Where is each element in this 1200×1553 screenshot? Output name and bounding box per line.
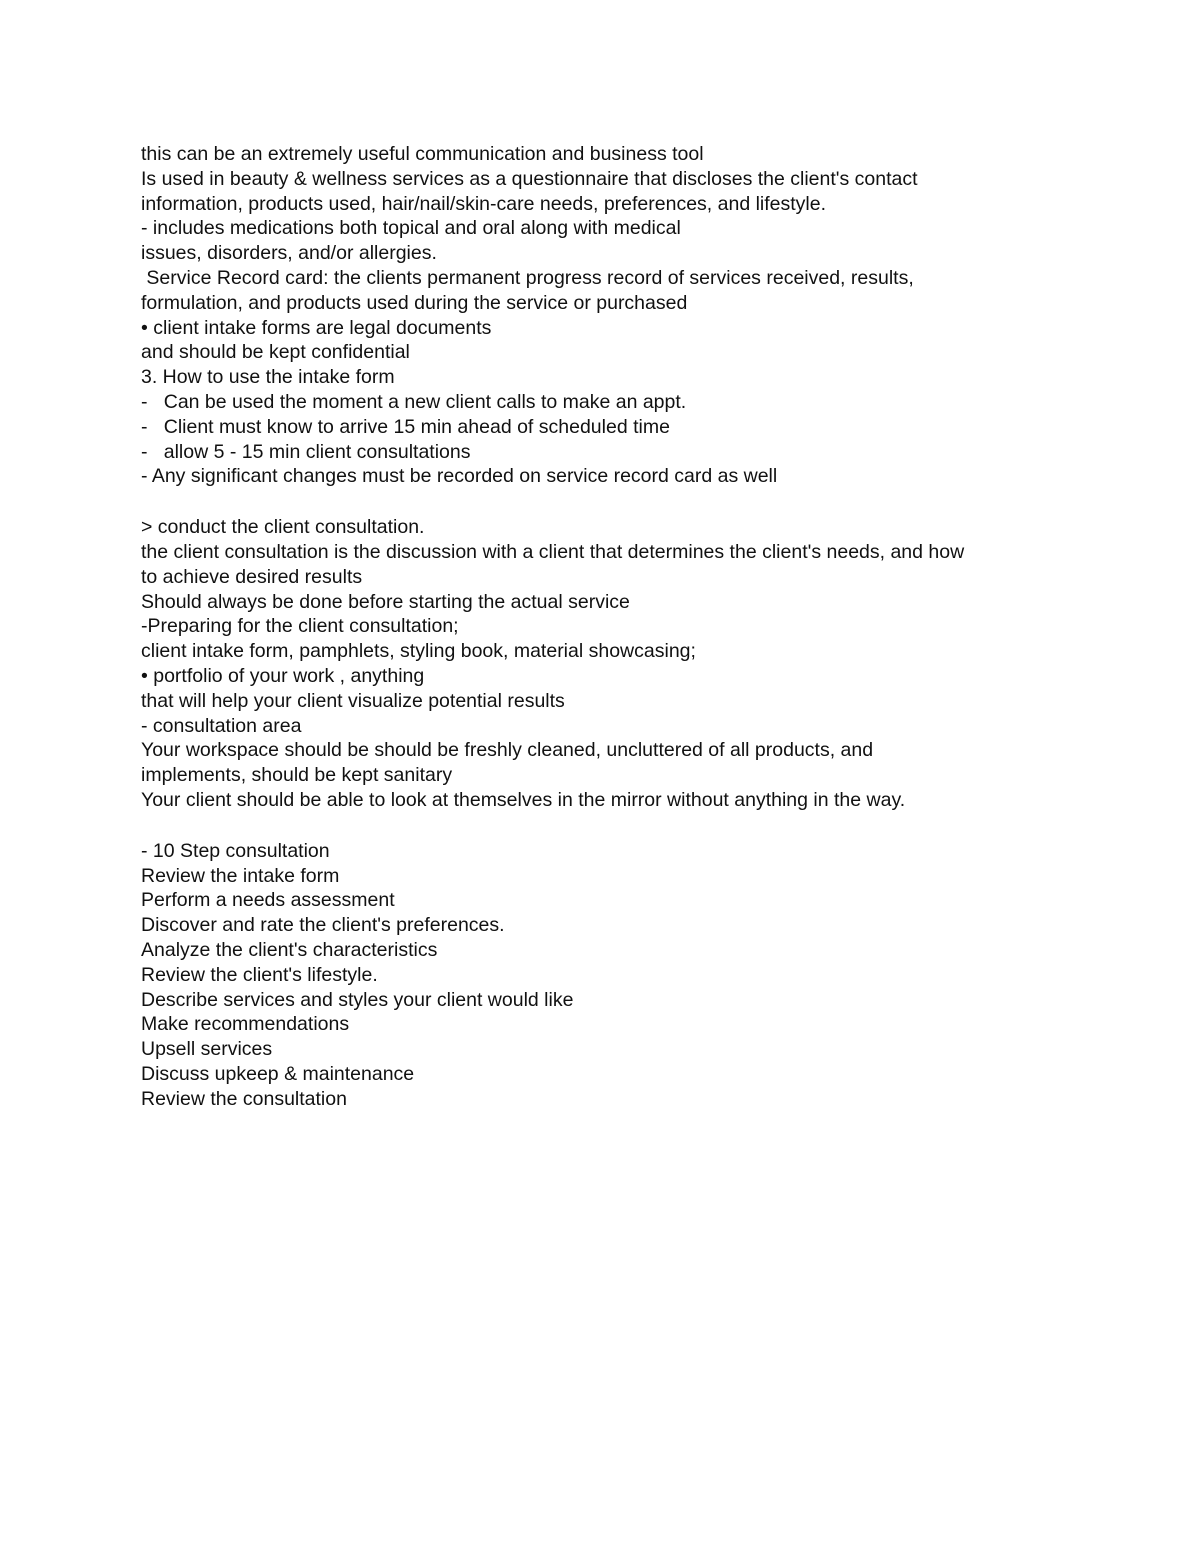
numbered-heading: 3. How to use the intake form xyxy=(141,366,395,389)
text-line: implements, should be kept sanitary xyxy=(141,764,453,787)
text-line: client intake form, pamphlets, styling book, material showcasing; xyxy=(141,640,696,663)
text-line: Is used in beauty & wellness services as a questionnaire that discloses the client's contact xyxy=(141,167,918,190)
step-item: Review the consultation xyxy=(141,1087,347,1110)
dash-item: - consultation area xyxy=(141,714,302,737)
text-line: Your workspace should be should be freshly cleaned, uncluttered of all products, and xyxy=(141,739,874,762)
step-item: Analyze the client's characteristics xyxy=(141,938,438,961)
text-line: Your client should be able to look at themselves in the mirror without anything in the way. xyxy=(141,788,906,811)
paragraph-gap xyxy=(141,489,1081,515)
dash-item: - Client must know to arrive 15 min ahead of scheduled time xyxy=(141,415,670,438)
text-line: Should always be done before starting the actual service xyxy=(141,590,630,613)
text-line: to achieve desired results xyxy=(141,565,363,588)
dash-item: - Any significant changes must be recorded on service record card as well xyxy=(141,465,778,488)
step-item: Review the client's lifestyle. xyxy=(141,963,378,986)
text-line: information, products used, hair/nail/skin-care needs, preferences, and lifestyle. xyxy=(141,192,827,215)
step-item: Upsell services xyxy=(141,1038,273,1061)
section-heading: - 10 Step consultation xyxy=(141,839,330,862)
step-item: Review the intake form xyxy=(141,864,340,887)
step-item: Make recommendations xyxy=(141,1013,350,1036)
paragraph-gap xyxy=(141,813,1081,839)
step-item: Describe services and styles your client would like xyxy=(141,988,574,1011)
text-line: Service Record card: the clients permanent progress record of services received, results, xyxy=(141,266,914,289)
section-intake-form xyxy=(141,142,1081,489)
bullet-line: • portfolio of your work , anything xyxy=(141,664,425,687)
step-item: Discover and rate the client's preferences. xyxy=(141,914,505,937)
step-item: Discuss upkeep & maintenance xyxy=(141,1062,415,1085)
text-line: -Preparing for the client consultation; xyxy=(141,615,459,638)
section-ten-step xyxy=(141,839,1081,1112)
text-line: - includes medications both topical and oral along with medical xyxy=(141,217,681,240)
document-body xyxy=(141,142,1081,1111)
text-line: and should be kept confidential xyxy=(141,341,410,364)
text-line: formulation, and products used during the service or purchased xyxy=(141,291,688,314)
text-line: this can be an extremely useful communication and business tool xyxy=(141,143,704,165)
text-line: issues, disorders, and/or allergies. xyxy=(141,242,437,265)
section-heading: > conduct the client consultation. xyxy=(141,516,425,539)
text-line: the client consultation is the discussion with a client that determines the client's needs, and how xyxy=(141,540,965,563)
step-item: Perform a needs assessment xyxy=(141,889,395,912)
text-line: that will help your client visualize potential results xyxy=(141,689,565,712)
dash-item: - allow 5 - 15 min client consultations xyxy=(141,440,471,463)
bullet-line: • client intake forms are legal documents xyxy=(141,316,492,339)
dash-item: - Can be used the moment a new client calls to make an appt. xyxy=(141,390,687,413)
section-consultation xyxy=(141,515,1081,813)
